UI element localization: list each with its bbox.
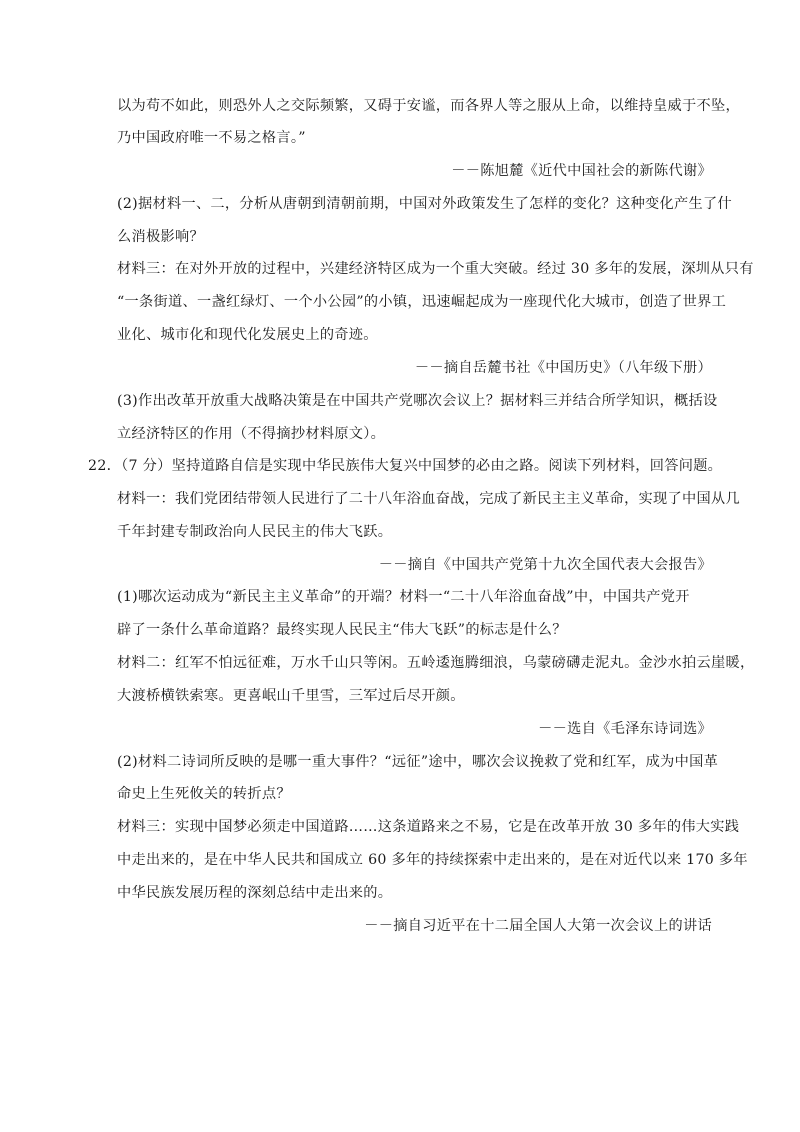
material-text: 大渡桥横铁索寒。更喜岷山千里雪，三军过后尽开颜。 — [117, 688, 465, 704]
source-citation: －－摘自《中国共产党第十九次全国代表大会报告》 — [378, 557, 712, 573]
question-text: (1)哪次运动成为“新民主主义革命”的开端？材料一“二十八年浴血奋战”中，中国共产党开 — [117, 589, 690, 605]
question-text: (2)据材料一、二，分析从唐朝到清朝前期，中国对外政策发生了怎样的变化？这种变化产生了什 — [117, 196, 732, 212]
material-text: 中走出来的，是在中华人民共和国成立 60 多年的持续探索中走出来的，是在对近代以来 170 多年 — [117, 852, 748, 868]
source-citation: －－摘自习近平在十二届全国人大第一次会议上的讲话 — [364, 918, 712, 934]
material-text: 千年封建专制政治向人民民主的伟大飞跃。 — [117, 524, 393, 540]
question-text: (3)作出改革开放重大战略决策是在中国共产党哪次会议上？据材料三并结合所学知识，概括设 — [117, 393, 718, 409]
material-text: 材料三：实现中国梦必须走中国道路……这条道路来之不易，它是在改革开放 30 多年的伟大实践 — [117, 819, 740, 835]
text-line: 乃中国政府唯一不易之格言。” — [117, 130, 306, 146]
source-citation: －－选自《毛泽东诗词选》 — [538, 721, 712, 737]
material-text: 材料二：红军不怕远征难，万水千山只等闲。五岭逶迤腾细浪，乌蒙磅礴走泥丸。金沙水拍云崖暖， — [117, 655, 755, 671]
question-text: (2)材料二诗词所反映的是哪一重大事件？“远征”途中，哪次会议挽救了党和红军，成为中国革 — [117, 754, 719, 770]
material-text: “一条街道、一盏红绿灯、一个小公园”的小镇，迅速崛起成为一座现代化大城市，创造了世界工 — [117, 294, 727, 310]
source-citation: －－摘自岳麓书社《中国历史》（八年级下册） — [414, 360, 712, 376]
question-text: 命史上生死攸关的转折点？ — [117, 786, 291, 802]
question-heading: 22．（7 分）坚持道路自信是实现中华民族伟大复兴中国梦的必由之路。阅读下列材料，回答问题。 — [88, 458, 723, 474]
question-text: 辟了一条什么革命道路？最终实现人民民主“伟大飞跃”的标志是什么？ — [117, 622, 567, 638]
material-text: 材料一：我们党团结带领人民进行了二十八年浴血奋战，完成了新民主主义革命，实现了中国从几 — [117, 491, 740, 507]
material-text: 业化、城市化和现代化发展史上的奇迹。 — [117, 327, 378, 343]
text-line: 以为苟不如此，则恐外人之交际频繁，又碍于安谧，而各界人等之服从上命，以维持皇威于不坠， — [117, 98, 740, 114]
material-text: 中华民族发展历程的深刻总结中走出来的。 — [117, 885, 393, 901]
source-citation: －－陈旭麓《近代中国社会的新陈代谢》 — [451, 163, 712, 179]
question-text: 么消极影响？ — [117, 229, 204, 245]
question-text: 立经济特区的作用（不得摘抄材料原文）。 — [117, 426, 386, 442]
material-text: 材料三：在对外开放的过程中，兴建经济特区成为一个重大突破。经过 30 多年的发展，深圳从只有 — [117, 261, 754, 277]
